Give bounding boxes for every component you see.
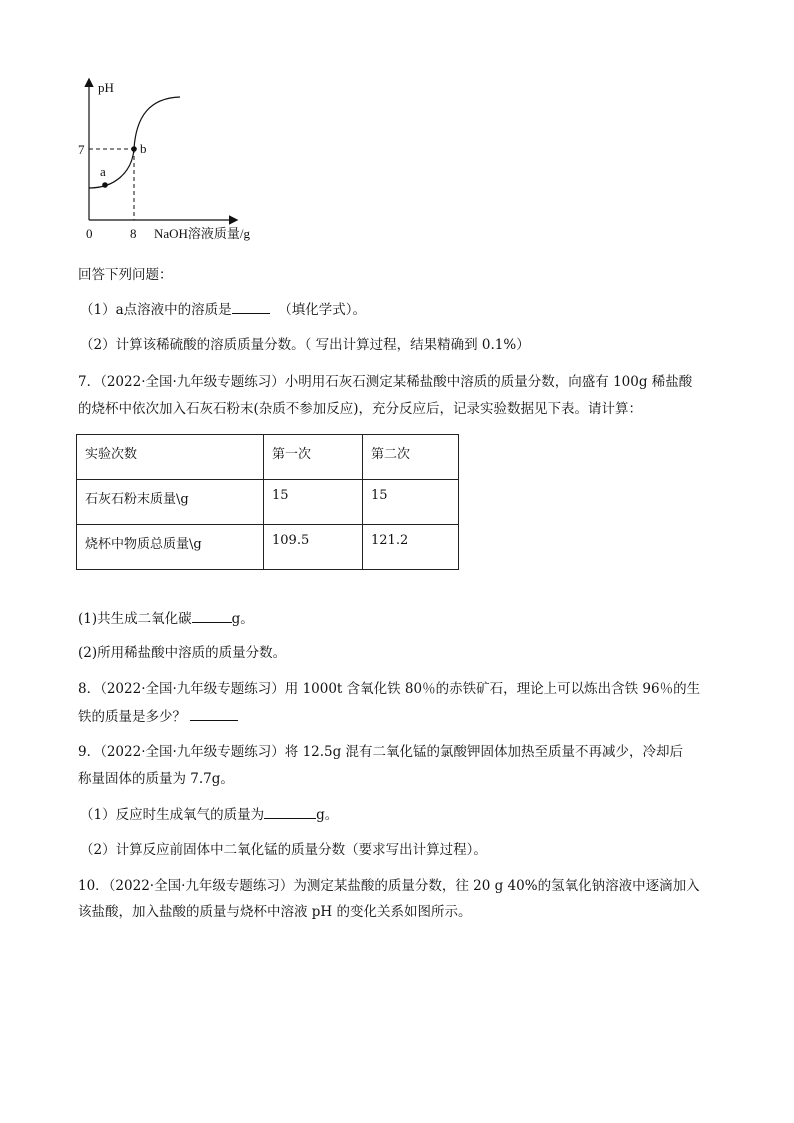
q7-stem-line2: 的烧杯中依次加入石灰石粉末(杂质不参加反应)，充分反应后，记录实验数据见下表。请计算：	[78, 401, 643, 417]
q9-stem-line2: 称量固体的质量为 7.7g。	[78, 771, 234, 787]
q6-part1-text: （1）a点溶液中的溶质是	[80, 302, 232, 318]
q6-part2: （2）计算该稀硫酸的溶质质量分数。（ 写出计算过程，结果精确到 0.1%）	[80, 337, 530, 353]
q8-stem-line1: 8．（2022·全国·九年级专题练习）用 1000t 含氧化铁 80％的赤铁矿石，理论上可以炼出含铁 96％的生	[78, 681, 701, 697]
q6-part1-note: （填化学式）。	[278, 302, 366, 318]
x-tick-label: 8	[130, 226, 137, 241]
y-tick-label: 7	[78, 142, 85, 157]
answer-blank[interactable]	[264, 804, 316, 819]
q9-part2: （2）计算反应前固体中二氧化锰的质量分数（要求写出计算过程）。	[80, 842, 487, 858]
q7-part1	[78, 608, 254, 629]
table-header-cell: 实验次数	[77, 435, 264, 480]
q7-stem-line1: 7．（2022·全国·九年级专题练习）小明用石灰石测定某稀盐酸中溶质的质量分数，向盛有 100g 稀盐酸	[78, 374, 693, 390]
ph-curve-graph	[70, 70, 270, 250]
q10-stem-line2: 该盐酸，加入盐酸的质量与烧杯中溶液 pH 的变化关系如图所示。	[78, 904, 472, 920]
q9-part1-text: （1）反应时生成氧气的质量为	[80, 807, 265, 823]
q6-prompt: 回答下列问题：	[78, 267, 173, 283]
table-cell: 15	[363, 480, 459, 525]
q9-stem-line1: 9．（2022·全国·九年级专题练习）将 12.5g 混有二氧化锰的氯酸钾固体加热至质量不再减少，冷却后	[78, 744, 684, 760]
q9-part1	[80, 804, 338, 825]
answer-blank[interactable]	[192, 608, 232, 623]
table-header-cell: 第一次	[264, 435, 363, 480]
q7-part2: (2)所用稀盐酸中溶质的质量分数。	[78, 645, 287, 661]
table-cell: 121.2	[363, 525, 459, 570]
table-header-row	[77, 435, 459, 480]
table-row	[77, 480, 459, 525]
answer-blank[interactable]	[232, 299, 270, 314]
point-a	[102, 182, 108, 188]
experiment-table	[76, 434, 459, 570]
q8-stem-line2	[78, 706, 238, 727]
point-a-label: a	[100, 164, 106, 179]
y-axis-label: pH	[98, 80, 114, 95]
q7-part1-text: (1)共生成二氧化碳	[78, 611, 192, 627]
origin-label: 0	[86, 226, 93, 241]
x-axis-label: NaOH溶液质量/g	[154, 226, 251, 241]
q10-stem-line1: 10．（2022·全国·九年级专题练习）为测定某盐酸的质量分数，往 20 g 40%的氢氧化钠溶液中逐滴加入	[78, 878, 700, 894]
table-cell: 15	[264, 480, 363, 525]
q8-question: 铁的质量是多少？	[78, 709, 186, 725]
point-b-label: b	[140, 141, 147, 156]
answer-blank[interactable]	[190, 706, 238, 721]
table-cell: 烧杯中物质总质量\g	[77, 525, 264, 570]
q9-part1-unit: g。	[316, 807, 339, 823]
table-row	[77, 525, 459, 570]
table-cell: 109.5	[264, 525, 363, 570]
point-b	[131, 146, 137, 152]
table-header-cell: 第二次	[363, 435, 459, 480]
q7-part1-unit: g。	[231, 611, 254, 627]
table-cell: 石灰石粉末质量\g	[77, 480, 264, 525]
q6-part1	[80, 299, 366, 320]
